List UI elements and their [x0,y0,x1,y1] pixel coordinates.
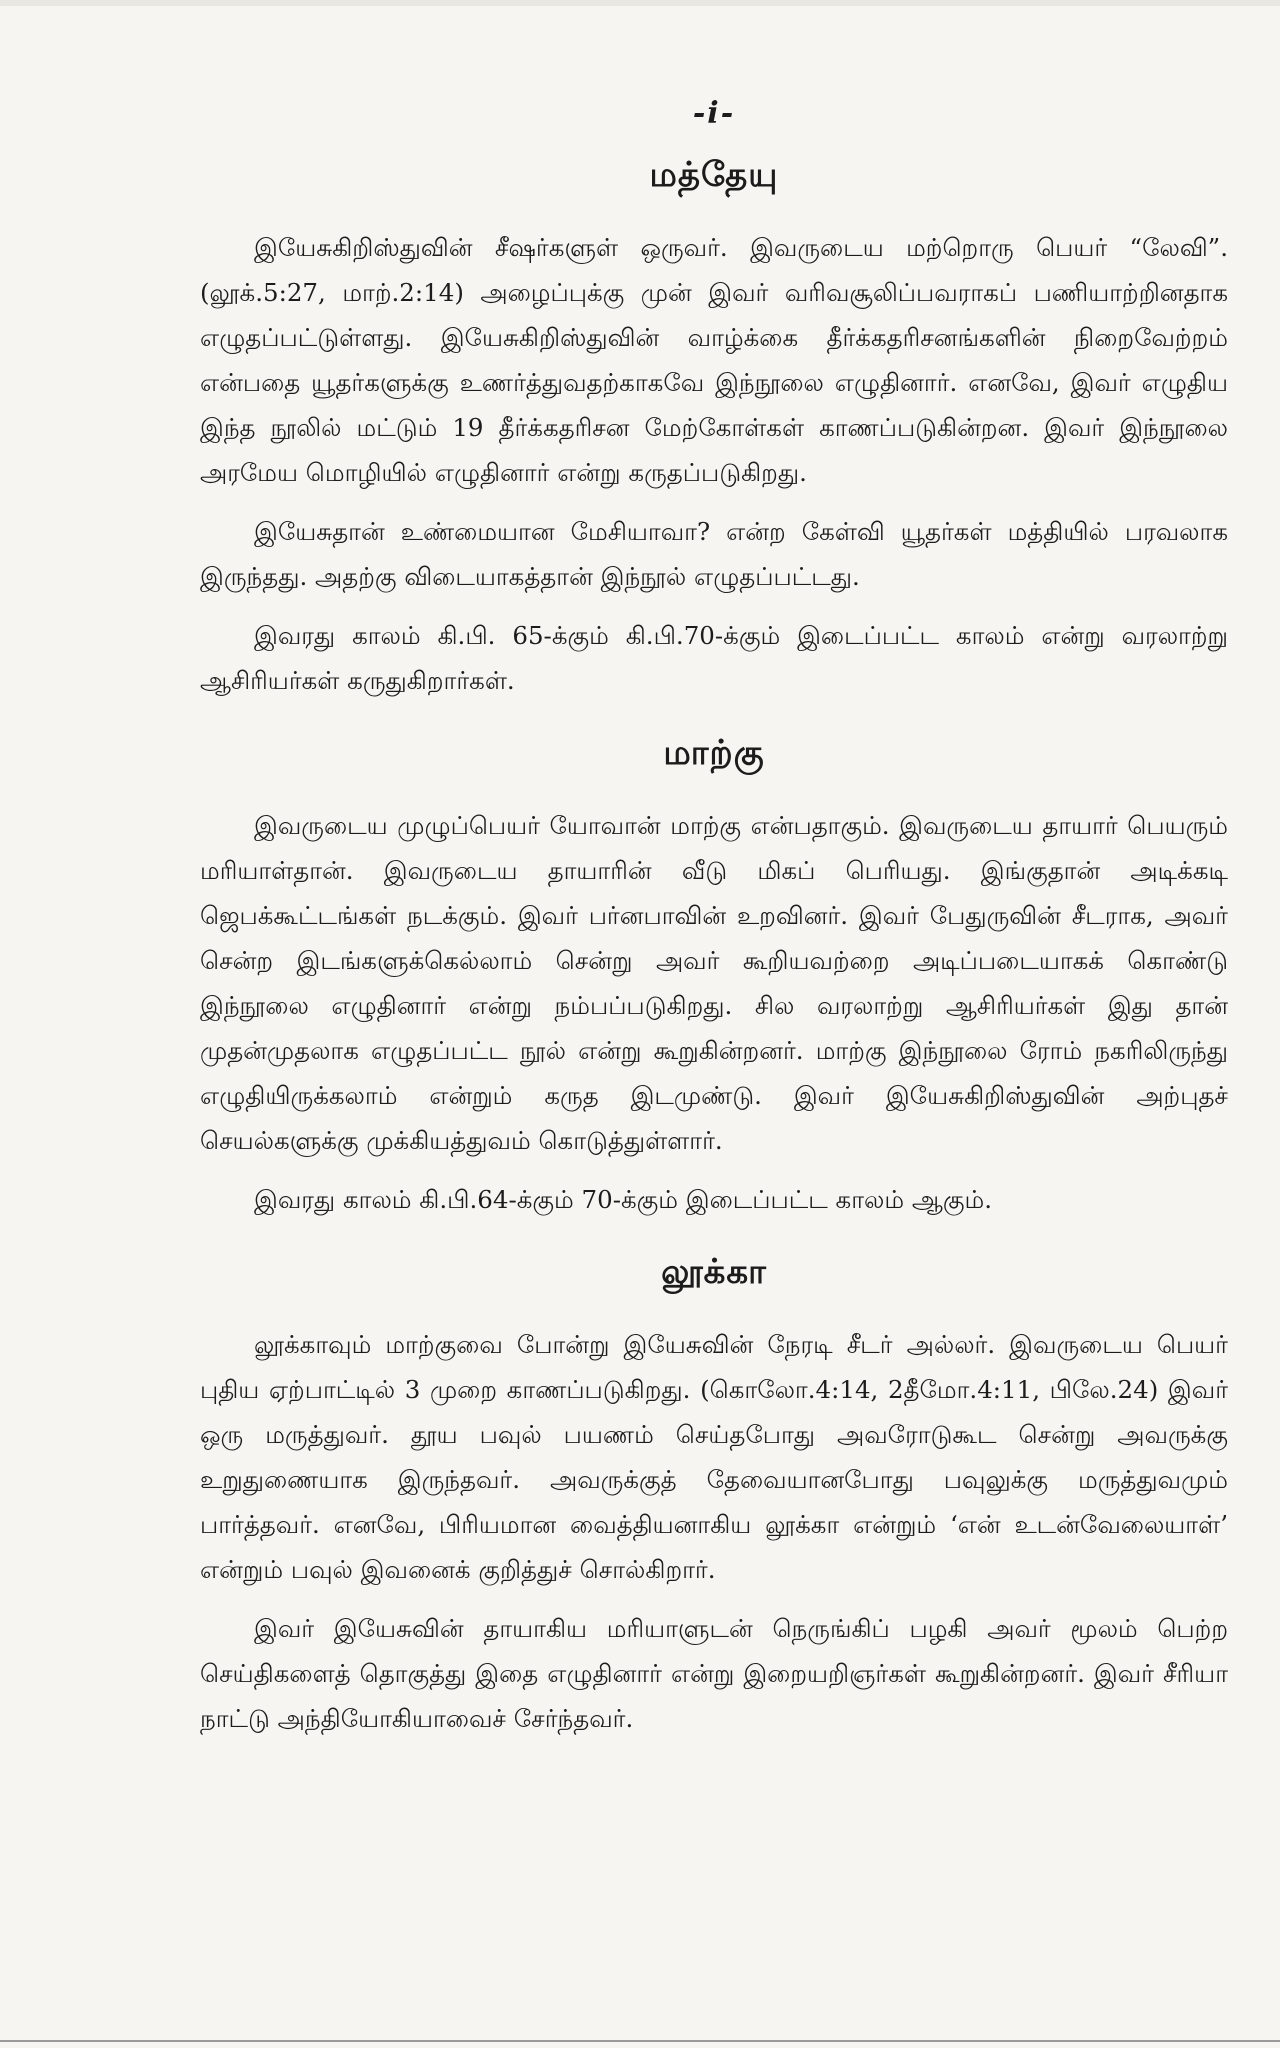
paragraph: இயேசுதான் உண்மையான மேசியாவா? என்ற கேள்வி யூதர்கள் மத்தியில் பரவலாக இருந்தது. அதற்கு விடையாகத்தான் இந்நூல் எழுதப்பட்டது. [200,517,1228,591]
page-number: -i- [692,96,736,131]
paragraph: இயேசுகிறிஸ்துவின் சீஷர்களுள் ஒருவர். இவருடைய மற்றொரு பெயர் “லேவி”. (லூக்.5:27, மாற்.2:14) அழைப்புக்கு முன் இவர் வரிவசூலிப்பவராகப் பணியாற்றினதாக எழுதப்பட்டுள்ளது. இயேசுகிறிஸ்துவின் வாழ்க்கை தீர்க்கதரிசனங்களின் நிறைவேற்றம் என்பதை யூதர்களுக்கு உணர்த்துவதற்காகவே இந்நூலை எழுதினார். எனவே, இவர் எழுதிய இந்த நூலில் மட்டும் 19 தீர்க்கதரிசன மேற்கோள்கள் காணப்படுகின்றன. இவர் இந்நூலை அரமேய மொழியில் எழுதினார் என்று கருதப்படுகிறது. [200,233,1228,487]
paragraph: இவரது காலம் கி.பி.64-க்கும் 70-க்கும் இடைப்பட்ட காலம் ஆகும். [254,1185,992,1214]
section-matthew [200,155,1228,703]
paragraph: இவரது காலம் கி.பி. 65-க்கும் கி.பி.70-க்கும் இடைப்பட்ட காலம் என்று வரலாற்று ஆசிரியர்கள் கருதுகிறார்கள். [200,621,1228,695]
paragraph: லூக்காவும் மாற்குவை போன்று இயேசுவின் நேரடி சீடர் அல்லர். இவருடைய பெயர் புதிய ஏற்பாட்டில் 3 முறை காணப்படுகிறது. (கொலோ.4:14, 2தீமோ.4:11, பிலே.24) இவர் ஒரு மருத்துவர். தூய பவுல் பயணம் செய்தபோது அவரோடுகூட சென்று அவருக்கு உறுதுணையாக இருந்தவர். அவருக்குத் தேவையானபோது பவுலுக்கு மருத்துவமும் பார்த்தவர். எனவே, பிரியமான வைத்தியனாகிய லூக்கா என்றும் ‘என் உடன்வேலையாள்’ என்றும் பவுல் இவனைக் குறித்துச் சொல்கிறார். [200,1330,1228,1584]
section-title: மாற்கு [663,733,765,773]
paragraph: இவருடைய முழுப்பெயர் யோவான் மாற்கு என்பதாகும். இவருடைய தாயார் பெயரும் மரியாள்தான். இவருடைய தாயாரின் வீடு மிகப் பெரியது. இங்குதான் அடிக்கடி ஜெபக்கூட்டங்கள் நடக்கும். இவர் பர்னபாவின் உறவினர். இவர் பேதுருவின் சீடராக, அவர் சென்ற இடங்களுக்கெல்லாம் சென்று அவர் கூறியவற்றை அடிப்படையாகக் கொண்டு இந்நூலை எழுதினார் என்று நம்பப்படுகிறது. சில வரலாற்று ஆசிரியர்கள் இது தான் முதன்முதலாக எழுதப்பட்ட நூல் என்று கூறுகின்றனர். மாற்கு இந்நூலை ரோம் நகரிலிருந்து எழுதியிருக்கலாம் என்றும் கருத இடமுண்டு. இவர் இயேசுகிறிஸ்துவின் அற்புதச் செயல்களுக்கு முக்கியத்துவம் கொடுத்துள்ளார். [200,811,1228,1155]
section-mark [200,733,1228,1222]
paragraph: இவர் இயேசுவின் தாயாகிய மரியாளுடன் நெருங்கிப் பழகி அவர் மூலம் பெற்ற செய்திகளைத் தொகுத்து இதை எழுதினார் என்று இறையறிஞர்கள் கூறுகின்றனர். இவர் சீரியா நாட்டு அந்தியோகியாவைச் சேர்ந்தவர். [200,1614,1228,1733]
section-luke [200,1252,1228,1741]
section-title: மத்தேயு [649,155,779,195]
page-bottom-edge [0,2040,1280,2042]
section-title: லூக்கா [661,1252,767,1292]
